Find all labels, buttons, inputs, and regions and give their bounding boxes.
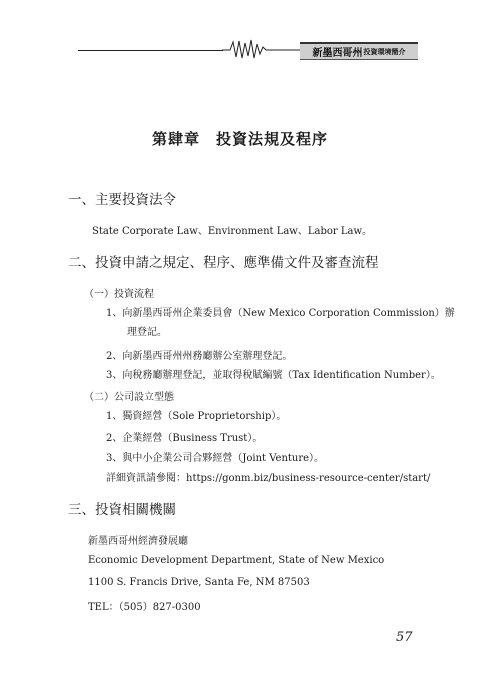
list-item: 2、企業經營（Business Trust）。 [106,433,263,444]
section-heading-3: 三、投資相關機關 [68,502,176,518]
list-item: 3、與中小企業公司合夥經營（Joint Venture）。 [106,453,325,464]
chapter-title: 第肆章 投資法規及程序 [151,130,328,148]
agency-address: 1100 S. Francis Drive, Santa Fe, NM 87503 [88,577,310,588]
header-section-tab [300,42,418,60]
section-1-body: State Corporate Law、Environment Law、Labor Law。 [92,226,373,237]
subsection-label-a: （一）投資流程 [84,289,154,300]
agency-english-name: Economic Development Department, State of New Mexico [88,555,385,566]
agency-name: 新墨西哥州經濟發展廳 [88,536,188,547]
list-item: 2、向新墨西哥州州務廳辦公室辦理登記。 [106,351,293,362]
section-heading-2: 二、投資申請之規定、程序、應準備文件及審查流程 [68,255,379,271]
pulse-wave-icon [222,38,302,60]
header-tab-small: 投資環境簡介 [363,47,406,56]
list-item-continuation: 理登記。 [127,327,167,338]
list-item: 1、向新墨西哥州企業委員會（New Mexico Corporation Commission）辦 [106,308,455,319]
list-item: 3、向稅務廳辦理登記，並取得稅賦編號（Tax Identification Number）。 [106,370,441,381]
agency-phone: TEL：（505）827-0300 [88,602,201,613]
section-heading-1: 一、主要投資法令 [68,192,176,208]
header-tab-main: 新墨西哥州 [312,48,363,59]
header-rule [78,50,223,51]
reference-link-text: 詳細資訊請參閱：https://gonm.biz/business-resource-center/start/ [106,473,431,484]
page-number: 57 [396,630,413,645]
list-item: 1、獨資經營（Sole Proprietorship）。 [106,411,287,422]
subsection-label-b: （二）公司設立型態 [84,392,174,403]
